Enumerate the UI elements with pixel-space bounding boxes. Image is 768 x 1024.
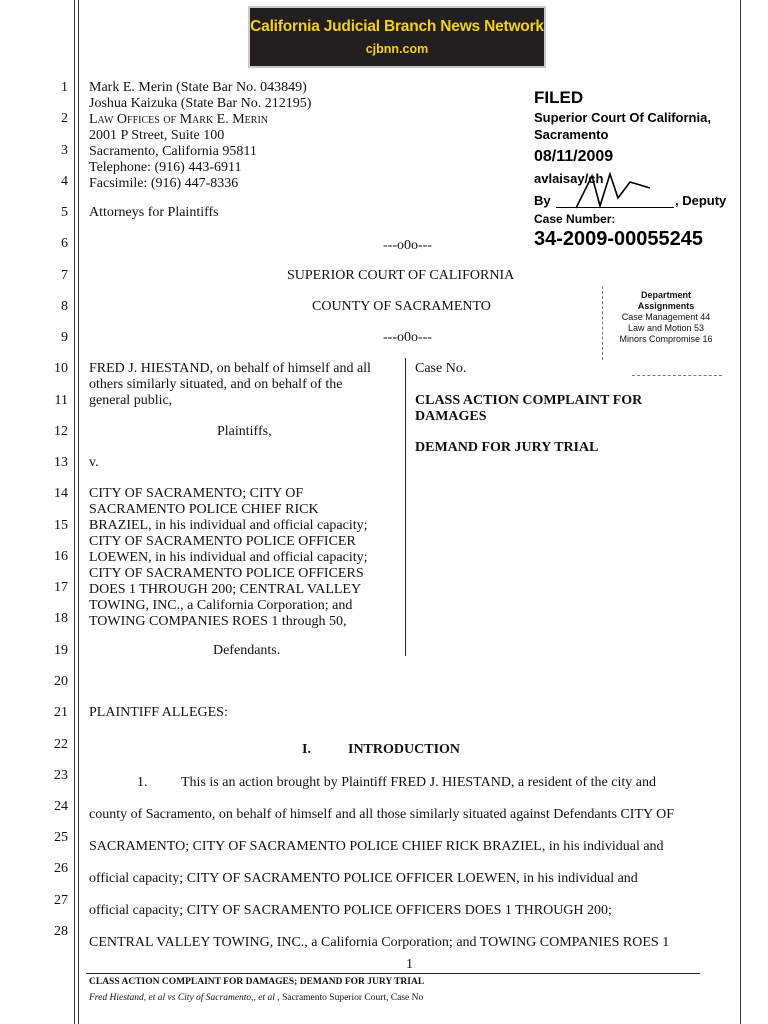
separator-top: ---o0o--- bbox=[383, 238, 432, 253]
complaint-title-2: DAMAGES bbox=[415, 409, 487, 424]
plaintiff-alleges: PLAINTIFF ALLEGES: bbox=[89, 705, 228, 720]
left-margin-rule-2 bbox=[78, 0, 79, 1024]
footer-citation-court: Sacramento Superior Court, Case No bbox=[282, 993, 424, 1003]
plaintiff-line-3: general public, bbox=[89, 393, 173, 408]
deputy-signature bbox=[570, 168, 660, 214]
office-city: Sacramento, California 95811 bbox=[89, 144, 257, 159]
footer-rule bbox=[86, 973, 700, 974]
stamp-by: By bbox=[534, 193, 551, 208]
stamp-case-label: Case Number: bbox=[534, 212, 616, 226]
dept-title-1: Department bbox=[640, 290, 691, 300]
attorney-name-2: Joshua Kaizuka (State Bar No. 212195) bbox=[89, 96, 312, 111]
defendant-line: TOWING, INC., a California Corporation; and bbox=[89, 598, 353, 613]
defendant-line: CITY OF SACRAMENTO POLICE OFFICER bbox=[89, 534, 356, 549]
line-number: 26 bbox=[54, 861, 68, 876]
news-network-banner bbox=[248, 6, 546, 68]
footer-citation bbox=[89, 992, 423, 1004]
line-number: 22 bbox=[54, 737, 68, 752]
line-number: 2 bbox=[61, 111, 68, 126]
line-number: 3 bbox=[61, 143, 68, 158]
left-margin-rule-1 bbox=[74, 0, 75, 1024]
body-line: This is an action brought by Plaintiff FRED J. HIESTAND, a resident of the city and bbox=[181, 775, 656, 790]
stamp-date: 08/11/2009 bbox=[534, 148, 614, 165]
line-number: 21 bbox=[54, 705, 68, 720]
body-line: county of Sacramento, on behalf of himself and all those similarly situated against Defendants CITY OF bbox=[89, 807, 675, 822]
stamp-court: Superior Court Of California, bbox=[534, 110, 711, 125]
body-line: official capacity; CITY OF SACRAMENTO POLICE OFFICER LOEWEN, in his individual and bbox=[89, 871, 638, 886]
defendant-line: TOWING COMPANIES ROES 1 through 50, bbox=[89, 614, 347, 629]
dept-item: Minors Compromise 16 bbox=[619, 334, 713, 344]
line-number: 7 bbox=[61, 268, 68, 283]
line-number: 19 bbox=[54, 643, 68, 658]
footer-citation-caption: Fred Hiestand, et al vs City of Sacramento,, et al , bbox=[89, 993, 280, 1003]
line-number: 4 bbox=[61, 174, 68, 189]
section-title: INTRODUCTION bbox=[348, 742, 461, 757]
line-number: 14 bbox=[54, 486, 68, 501]
defendant-line: SACRAMENTO POLICE CHIEF RICK bbox=[89, 502, 319, 517]
office-telephone: Telephone: (916) 443-6911 bbox=[89, 160, 242, 175]
law-office-name: Law Offices of Mark E. Merin bbox=[89, 112, 268, 127]
line-number: 28 bbox=[54, 924, 68, 939]
plaintiff-line-2: others similarly situated, and on behalf of the bbox=[89, 377, 343, 392]
office-street: 2001 P Street, Suite 100 bbox=[89, 128, 225, 143]
body-line: SACRAMENTO; CITY OF SACRAMENTO POLICE CHIEF RICK BRAZIEL, in his individual and bbox=[89, 839, 664, 854]
stamp-deputy: , Deputy bbox=[675, 193, 727, 208]
line-number: 5 bbox=[61, 205, 68, 220]
line-number: 11 bbox=[54, 393, 68, 408]
line-number: 15 bbox=[54, 518, 68, 533]
defendant-line: CITY OF SACRAMENTO POLICE OFFICERS bbox=[89, 566, 364, 581]
line-number: 27 bbox=[54, 893, 68, 908]
plaintiff-line-1: FRED J. HIESTAND, on behalf of himself and all bbox=[89, 361, 371, 376]
jury-demand: DEMAND FOR JURY TRIAL bbox=[415, 440, 599, 455]
paragraph-number: 1. bbox=[137, 775, 148, 790]
banner-url: cjbnn.com bbox=[365, 42, 429, 56]
case-no-label: Case No. bbox=[415, 361, 467, 376]
defendant-line: LOEWEN, in his individual and official capacity; bbox=[89, 550, 368, 565]
defendant-line: DOES 1 THROUGH 200; CENTRAL VALLEY bbox=[89, 582, 362, 597]
versus-label: v. bbox=[89, 455, 99, 470]
defendant-line: CITY OF SACRAMENTO; CITY OF bbox=[89, 486, 304, 501]
footer-title: CLASS ACTION COMPLAINT FOR DAMAGES; DEMAND FOR JURY TRIAL bbox=[89, 977, 425, 987]
body-line: CENTRAL VALLEY TOWING, INC., a California Corporation; and TOWING COMPANIES ROES 1 bbox=[89, 935, 670, 950]
page-number: 1 bbox=[406, 957, 413, 972]
stamp-filed: FILED bbox=[534, 88, 584, 107]
line-number: 16 bbox=[54, 549, 68, 564]
line-number: 8 bbox=[61, 299, 68, 314]
dept-item: Law and Motion 53 bbox=[627, 323, 705, 333]
line-number: 13 bbox=[54, 455, 68, 470]
separator-bottom: ---o0o--- bbox=[383, 330, 432, 345]
plaintiffs-label: Plaintiffs, bbox=[217, 424, 272, 439]
attorneys-for: Attorneys for Plaintiffs bbox=[89, 205, 219, 220]
line-number: 9 bbox=[61, 330, 68, 345]
defendants-label: Defendants. bbox=[213, 643, 281, 658]
dept-bracket bbox=[602, 286, 604, 360]
line-number: 24 bbox=[54, 799, 68, 814]
line-number: 20 bbox=[54, 674, 68, 689]
dept-underline bbox=[632, 375, 722, 377]
stamp-case-number: 34-2009-00055245 bbox=[534, 228, 704, 250]
line-number: 10 bbox=[54, 361, 68, 376]
right-margin-rule bbox=[740, 0, 741, 1024]
line-number: 23 bbox=[54, 768, 68, 783]
department-assignments bbox=[606, 290, 726, 345]
defendant-line: BRAZIEL, in his individual and official capacity; bbox=[89, 518, 368, 533]
line-number: 12 bbox=[54, 424, 68, 439]
line-number: 17 bbox=[54, 580, 68, 595]
line-number: 25 bbox=[54, 830, 68, 845]
body-line: official capacity; CITY OF SACRAMENTO POLICE OFFICERS DOES 1 THROUGH 200; bbox=[89, 903, 612, 918]
section-number: I. bbox=[302, 742, 311, 757]
caption-divider bbox=[405, 358, 406, 656]
stamp-clerk: avlaisay/ch bbox=[534, 171, 604, 186]
court-name: SUPERIOR COURT OF CALIFORNIA bbox=[287, 268, 515, 283]
dept-item: Case Management 44 bbox=[621, 312, 711, 322]
attorney-name-1: Mark E. Merin (State Bar No. 043849) bbox=[89, 80, 307, 95]
line-number: 6 bbox=[61, 236, 68, 251]
stamp-city: Sacramento bbox=[534, 127, 609, 142]
line-number: 18 bbox=[54, 611, 68, 626]
line-number: 1 bbox=[61, 80, 68, 95]
county-name: COUNTY OF SACRAMENTO bbox=[312, 299, 491, 314]
office-facsimile: Facsimile: (916) 447-8336 bbox=[89, 176, 239, 191]
banner-title: California Judicial Branch News Network bbox=[250, 18, 544, 35]
dept-title-2: Assignments bbox=[637, 301, 695, 311]
complaint-title-1: CLASS ACTION COMPLAINT FOR bbox=[415, 393, 643, 408]
